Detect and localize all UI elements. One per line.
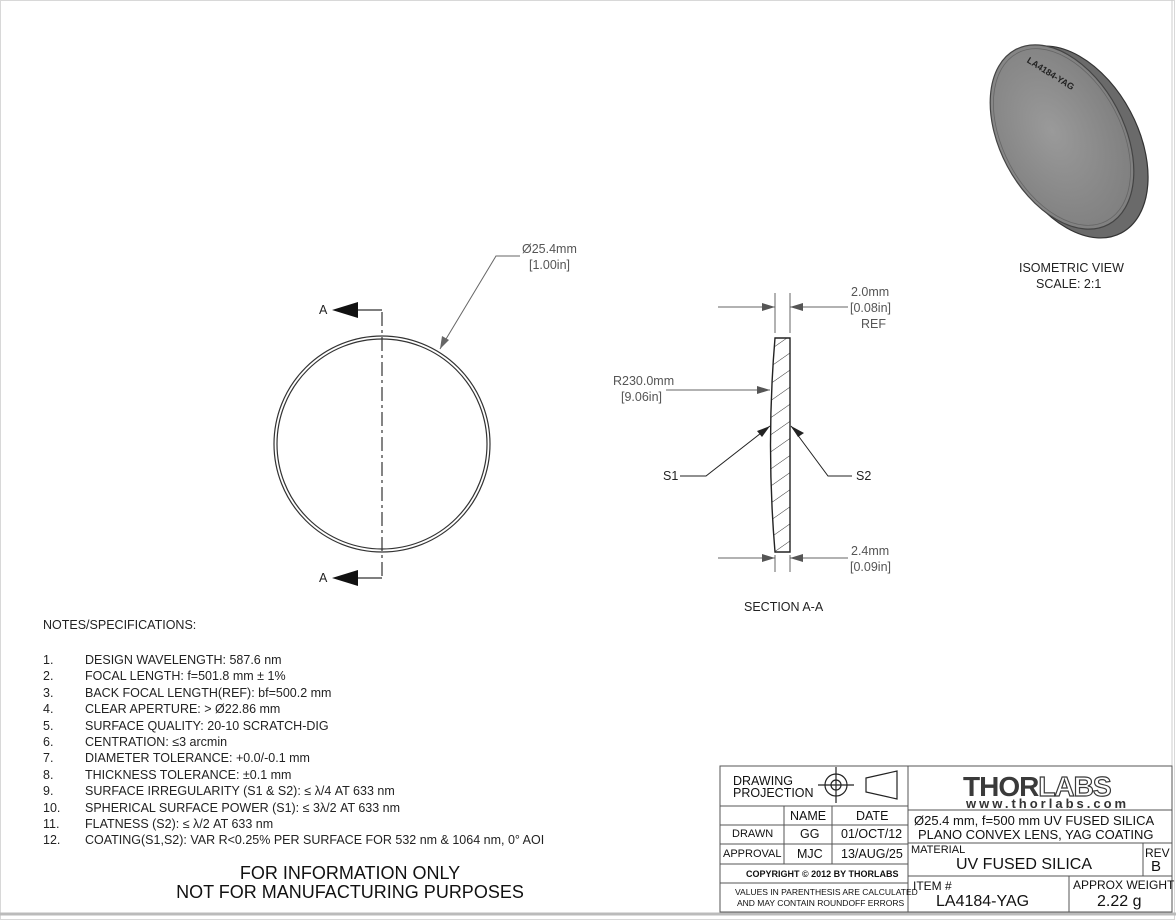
- section-view: [666, 293, 852, 572]
- diameter-dim: Ø25.4mm: [522, 242, 577, 256]
- item-label: ITEM #: [913, 879, 952, 893]
- thickness-ref: REF: [861, 317, 886, 331]
- note-item: 10. SPHERICAL SURFACE POWER (S1): ≤ 3λ/2 AT 633 nm: [43, 800, 401, 815]
- rev-label: REV: [1145, 846, 1170, 860]
- description-line1: Ø25.4 mm, f=500 mm UV FUSED SILICA: [914, 813, 1155, 828]
- approval-date: 13/AUG/25: [841, 847, 903, 861]
- website: www.thorlabs.com: [966, 796, 1130, 811]
- col-name-header: NAME: [790, 809, 827, 823]
- notes-specifications: [43, 618, 544, 850]
- section-title: SECTION A-A: [744, 600, 824, 614]
- note-item: 7. DIAMETER TOLERANCE: +0.0/-0.1 mm: [43, 751, 310, 766]
- material-value: UV FUSED SILICA: [956, 856, 1093, 873]
- drawn-name: GG: [800, 827, 820, 841]
- projection-label-line1: DRAWING: [733, 774, 793, 788]
- notes-header: NOTES/SPECIFICATIONS:: [43, 618, 197, 632]
- col-date-header: DATE: [856, 809, 889, 823]
- edge-dim: 2.4mm: [851, 544, 890, 558]
- surface2-label: S2: [856, 469, 872, 483]
- note-item: 3. BACK FOCAL LENGTH(REF): bf=500.2 mm: [43, 685, 332, 700]
- approval-name: MJC: [797, 847, 823, 861]
- drawn-date: 01/OCT/12: [841, 827, 903, 841]
- surface1-label: S1: [663, 469, 679, 483]
- values-note-line2: AND MAY CONTAIN ROUNDOFF ERRORS: [737, 898, 905, 908]
- note-item: 9. SURFACE IRREGULARITY (S1 & S2): ≤ λ/4 AT 633 nm: [43, 784, 395, 799]
- edge-dim-inch: [0.09in]: [850, 560, 892, 574]
- note-item: 4. CLEAR APERTURE: > Ø22.86 mm: [43, 702, 281, 717]
- note-item: 12. COATING(S1,S2): VAR R<0.25% PER SURFACE FOR 532 nm & 1064 nm, 0° AOI: [43, 833, 545, 848]
- rev-value: B: [1151, 858, 1162, 875]
- material-label: MATERIAL: [911, 844, 966, 856]
- approval-label: APPROVAL: [723, 848, 782, 860]
- iso-engraving: LA4184-YAG: [1025, 55, 1077, 93]
- thickness-dim-inch: [0.08in]: [850, 301, 892, 315]
- note-item: 5. SURFACE QUALITY: 20-10 SCRATCH-DIG: [43, 718, 329, 733]
- front-view: [274, 256, 520, 586]
- item-number: LA4184-YAG: [936, 893, 1030, 910]
- description-line2: PLANO CONVEX LENS, YAG COATING: [918, 827, 1154, 842]
- section-marker-top: A: [319, 303, 328, 317]
- third-angle-projection-icon: [818, 767, 897, 803]
- section-marker-bottom: A: [319, 571, 328, 585]
- thorlabs-logo: THORLABS: [963, 771, 1111, 802]
- note-item: 8. THICKNESS TOLERANCE: ±0.1 mm: [43, 767, 292, 782]
- weight-value: 2.22 g: [1097, 893, 1142, 910]
- thickness-dim: 2.0mm: [851, 285, 890, 299]
- disclaimer-line2: NOT FOR MANUFACTURING PURPOSES: [176, 882, 524, 902]
- note-item: 6. CENTRATION: ≤3 arcmin: [43, 734, 228, 749]
- note-item: 1. DESIGN WAVELENGTH: 587.6 nm: [43, 653, 282, 667]
- projection-label-line2: PROJECTION: [733, 786, 814, 800]
- iso-title: ISOMETRIC VIEW: [1019, 261, 1124, 275]
- disclaimer: [170, 864, 530, 902]
- note-item: 2. FOCAL LENGTH: f=501.8 mm ± 1%: [43, 669, 286, 684]
- isometric-view: [961, 20, 1176, 263]
- drawn-label: DRAWN: [732, 828, 774, 840]
- disclaimer-line1: FOR INFORMATION ONLY: [239, 863, 461, 883]
- diameter-dim-inch: [1.00in]: [529, 258, 571, 272]
- values-note-line1: VALUES IN PARENTHESIS ARE CALCULATED: [735, 887, 918, 897]
- iso-scale: SCALE: 2:1: [1036, 277, 1102, 291]
- note-item: 11. FLATNESS (S2): ≤ λ/2 AT 633 nm: [43, 816, 274, 831]
- weight-label: APPROX WEIGHT: [1073, 878, 1175, 892]
- radius-dim-inch: [9.06in]: [621, 390, 663, 404]
- copyright: COPYRIGHT © 2012 BY THORLABS: [746, 869, 899, 879]
- radius-dim: R230.0mm: [613, 374, 675, 388]
